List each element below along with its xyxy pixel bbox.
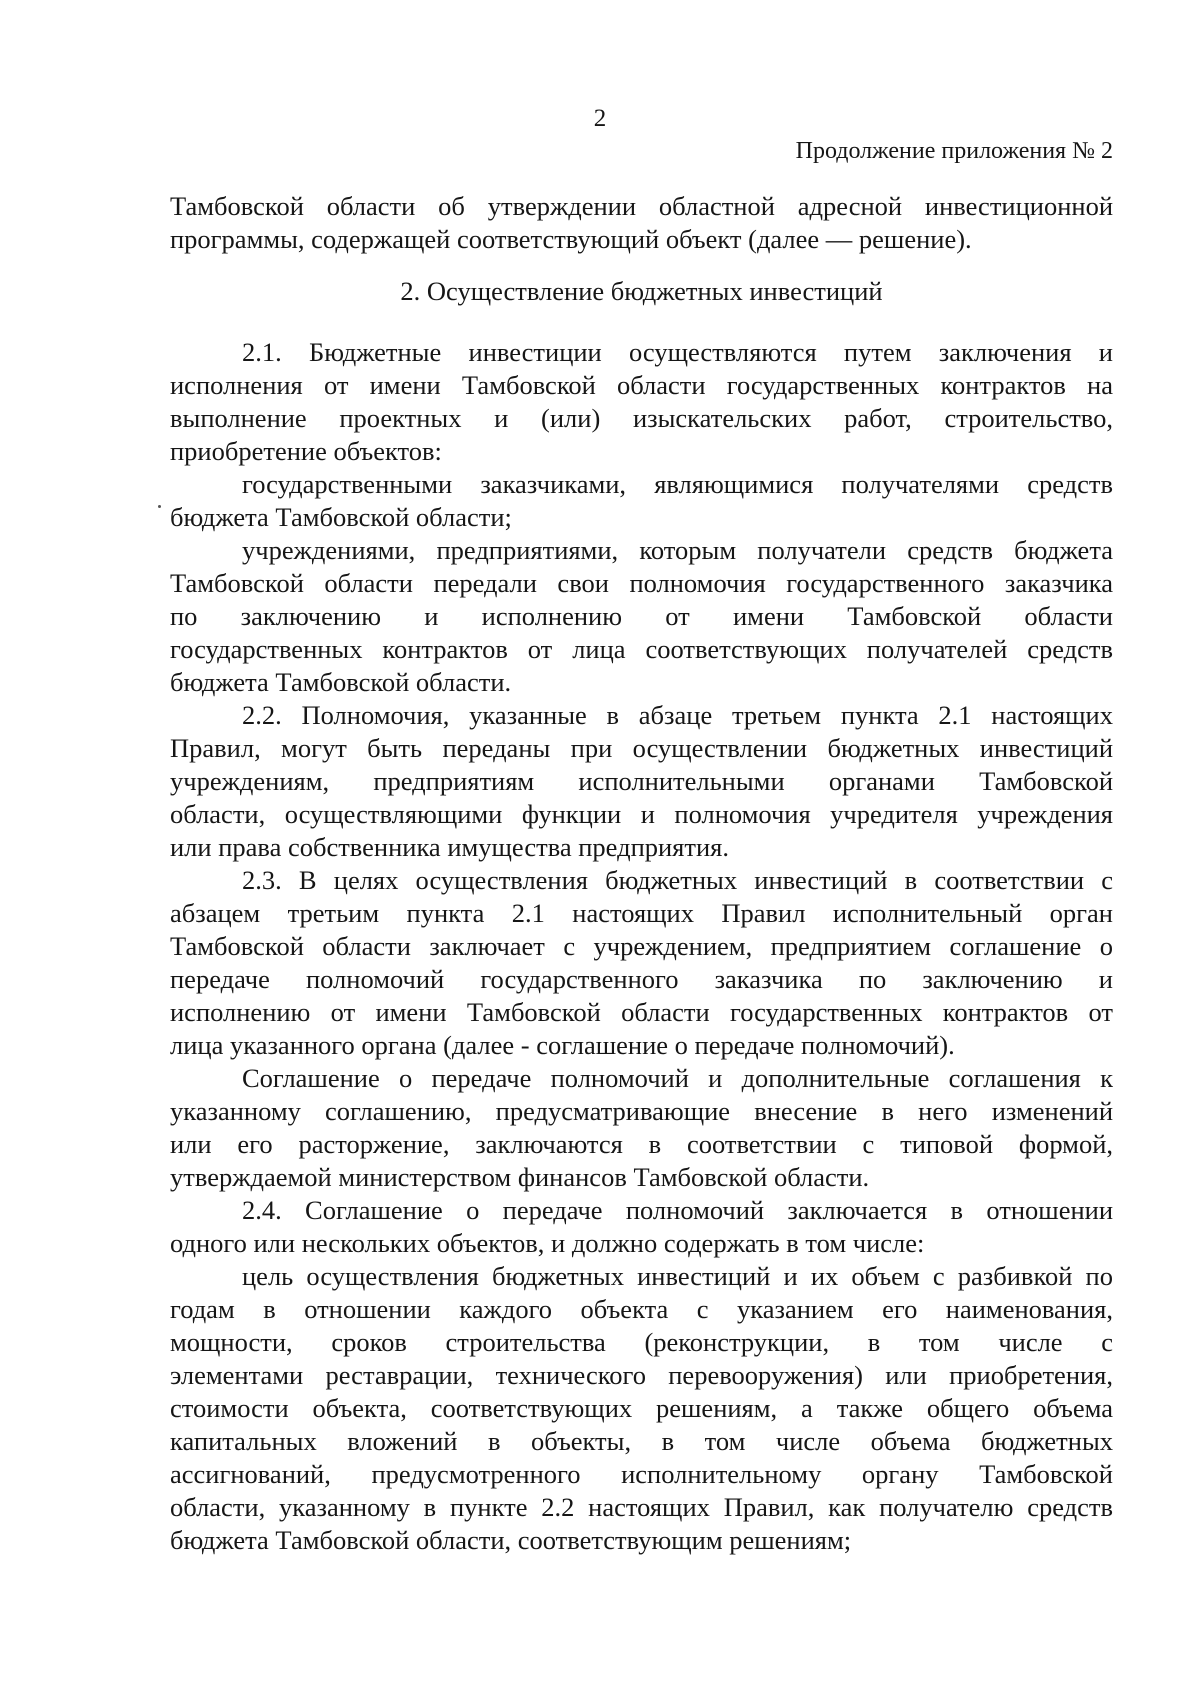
text-line: выполнение проектных и (или) изыскательских работ, строительство, xyxy=(170,403,1113,433)
text-line: бюджета Тамбовской области. xyxy=(170,667,512,697)
text-line: 2.4. Соглашение о передаче полномочий заключается в отношении xyxy=(242,1195,1113,1225)
scan-speck xyxy=(158,505,161,508)
text-line: годам в отношении каждого объекта с указанием его наименования, xyxy=(170,1294,1113,1324)
text-line: учреждениями, предприятиями, которым получатели средств бюджета xyxy=(242,535,1113,565)
text-line: элементами реставрации, технического перевооружения) или приобретения, xyxy=(170,1360,1113,1390)
text-line: утверждаемой министерством финансов Тамбовской области. xyxy=(170,1162,870,1192)
text-line: бюджета Тамбовской области; xyxy=(170,502,512,532)
text-line: области, осуществляющими функции и полномочия учредителя учреждения xyxy=(170,799,1113,829)
text-line: области, указанному в пункте 2.2 настоящих Правил, как получателю средств xyxy=(170,1492,1113,1522)
document-body xyxy=(170,190,1113,1557)
appendix-continuation-label: Продолжение приложения № 2 xyxy=(795,138,1113,164)
text-line: ассигнований, предусмотренного исполнительному органу Тамбовской xyxy=(170,1459,1113,1489)
text-line: цель осуществления бюджетных инвестиций и их объем с разбивкой по xyxy=(242,1261,1113,1291)
text-line: 2.3. В целях осуществления бюджетных инвестиций в соответствии с xyxy=(242,865,1113,895)
page-number: 2 xyxy=(593,105,607,132)
text-line: 2.1. Бюджетные инвестиции осуществляются путем заключения и xyxy=(242,337,1113,367)
text-line: абзацем третьим пункта 2.1 настоящих Правил исполнительный орган xyxy=(170,898,1113,928)
text-line: или права собственника имущества предприятия. xyxy=(170,832,729,862)
text-line: передаче полномочий государственного заказчика по заключению и xyxy=(170,964,1113,994)
text-line: исполнению от имени Тамбовской области государственных контрактов от xyxy=(170,997,1113,1027)
text-line: 2.2. Полномочия, указанные в абзаце третьем пункта 2.1 настоящих xyxy=(242,700,1113,730)
text-line: Тамбовской области заключает с учреждением, предприятием соглашение о xyxy=(170,931,1113,961)
text-line: или его расторжение, заключаются в соответствии с типовой формой, xyxy=(170,1129,1113,1159)
text-line: капитальных вложений в объекты, в том числе объема бюджетных xyxy=(170,1426,1113,1456)
text-line: государственных контрактов от лица соответствующих получателей средств xyxy=(170,634,1113,664)
text-line: мощности, сроков строительства (реконструкции, в том числе с xyxy=(170,1327,1113,1357)
section-heading: 2. Осуществление бюджетных инвестиций xyxy=(400,276,883,306)
text-line: Тамбовской области об утверждении областной адресной инвестиционной xyxy=(170,191,1113,221)
text-line: лица указанного органа (далее - соглашение о передаче полномочий). xyxy=(170,1030,955,1060)
text-line: по заключению и исполнению от имени Тамбовской области xyxy=(170,601,1113,631)
text-line: указанному соглашению, предусматривающие внесение в него изменений xyxy=(170,1096,1113,1126)
text-line: учреждениям, предприятиям исполнительными органами Тамбовской xyxy=(170,766,1113,796)
text-line: стоимости объекта, соответствующих решениям, а также общего объема xyxy=(170,1393,1113,1423)
text-line: Тамбовской области передали свои полномочия государственного заказчика xyxy=(170,568,1113,598)
text-line: исполнения от имени Тамбовской области государственных контрактов на xyxy=(170,370,1113,400)
text-line: Соглашение о передаче полномочий и дополнительные соглашения к xyxy=(242,1063,1113,1093)
text-line: одного или нескольких объектов, и должно содержать в том числе: xyxy=(170,1228,925,1258)
text-line: приобретение объектов: xyxy=(170,436,442,466)
text-line: государственными заказчиками, являющимися получателями средств xyxy=(242,469,1113,499)
text-line: Правил, могут быть переданы при осуществлении бюджетных инвестиций xyxy=(170,733,1113,763)
text-line: программы, содержащей соответствующий объект (далее — решение). xyxy=(170,224,972,254)
text-line: бюджета Тамбовской области, соответствующим решениям; xyxy=(170,1525,852,1555)
